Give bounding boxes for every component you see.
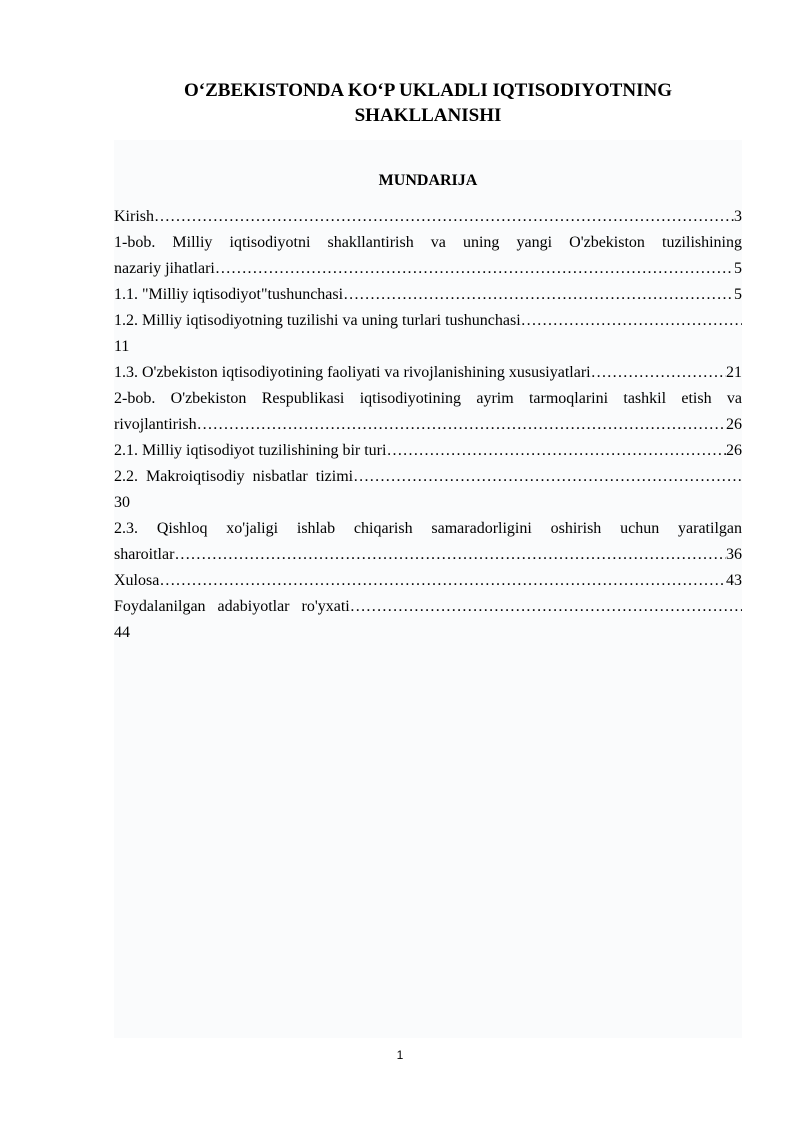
toc-entry-2-1[interactable] [114,438,742,464]
toc-page: 26 [726,442,742,459]
toc-entry-2-3-line1[interactable]: 2.3. Qishloq xo'jaligi ishlab chiqarish samaradorligini oshirish uchun yaratilgan [114,520,742,537]
toc-page: 21 [726,364,742,381]
toc-leader-dots [521,308,742,334]
toc-entry-1-2[interactable] [114,308,742,334]
title-line-2: SHAKLLANISHI [354,105,502,126]
toc-leader-dots [343,282,734,308]
toc-leader-dots [159,568,726,594]
toc-leader-dots [591,360,726,386]
toc-label: Kirish [114,208,154,225]
table-of-contents [114,140,742,1038]
toc-heading: MUNDARIJA [378,172,478,189]
toc-label: 2.1. Milliy iqtisodiyot tuzilishining bir turi [114,442,387,459]
toc-page: 36 [726,546,742,563]
toc-page-wrapped: 11 [114,338,130,355]
toc-entry-1-3[interactable] [114,360,742,386]
title-line-1: O‘ZBEKISTONDA KO‘P UKLADLI IQTISODIYOTNING [184,80,672,101]
toc-page: 3 [734,208,742,225]
toc-entry-bob2-line1[interactable]: 2-bob. O'zbekiston Respublikasi iqtisodiyotining ayrim tarmoqlarini tashkil etish va [114,390,742,407]
toc-label: 2.2. Makroiqtisodiy nisbatlar tizimi [114,468,354,485]
toc-page: 5 [734,260,742,277]
toc-page-wrapped: 44 [114,624,130,641]
toc-leader-dots [350,594,742,620]
toc-entry-xulosa[interactable] [114,568,742,594]
page-number: 1 [396,1048,404,1062]
toc-entry-1-1[interactable] [114,282,742,308]
toc-entry-bob1-line1[interactable]: 1-bob. Milliy iqtisodiyotni shakllantirish va uning yangi O'zbekiston tuzilishining [114,234,742,251]
toc-leader-dots [154,204,734,230]
toc-leader-dots [386,438,726,464]
document-title [114,78,742,128]
toc-leader-dots [174,542,726,568]
toc-label: Foydalanilgan adabiyotlar ro'yxati [114,598,350,615]
toc-label: Xulosa [114,572,160,589]
toc-entry-bob2[interactable] [114,412,742,438]
toc-label: rivojlantirish [114,416,197,433]
toc-label: nazariy jihatlari [114,260,215,277]
toc-entry-2-3[interactable] [114,542,742,568]
toc-label: 1.3. O'zbekiston iqtisodiyotining faoliyati va rivojlanishining xususiyatlari [114,364,591,381]
toc-leader-dots [353,464,742,490]
toc-entry-2-2[interactable] [114,464,742,490]
toc-leader-dots [197,412,726,438]
toc-entry-bob1[interactable] [114,256,742,282]
toc-label: sharoitlar [114,546,175,563]
toc-label: 1.2. Milliy iqtisodiyotning tuzilishi va uning turlari tushunchasi [114,312,521,329]
toc-list [114,204,742,646]
toc-page: 5 [734,286,742,303]
toc-label: 1.1. "Milliy iqtisodiyot"tushunchasi [114,286,344,303]
toc-page-wrapped: 30 [114,494,130,511]
toc-page: 43 [726,572,742,589]
toc-entry-adabiyotlar[interactable] [114,594,742,620]
toc-entry-kirish[interactable] [114,204,742,230]
toc-page: 26 [726,416,742,433]
toc-leader-dots [215,256,734,282]
